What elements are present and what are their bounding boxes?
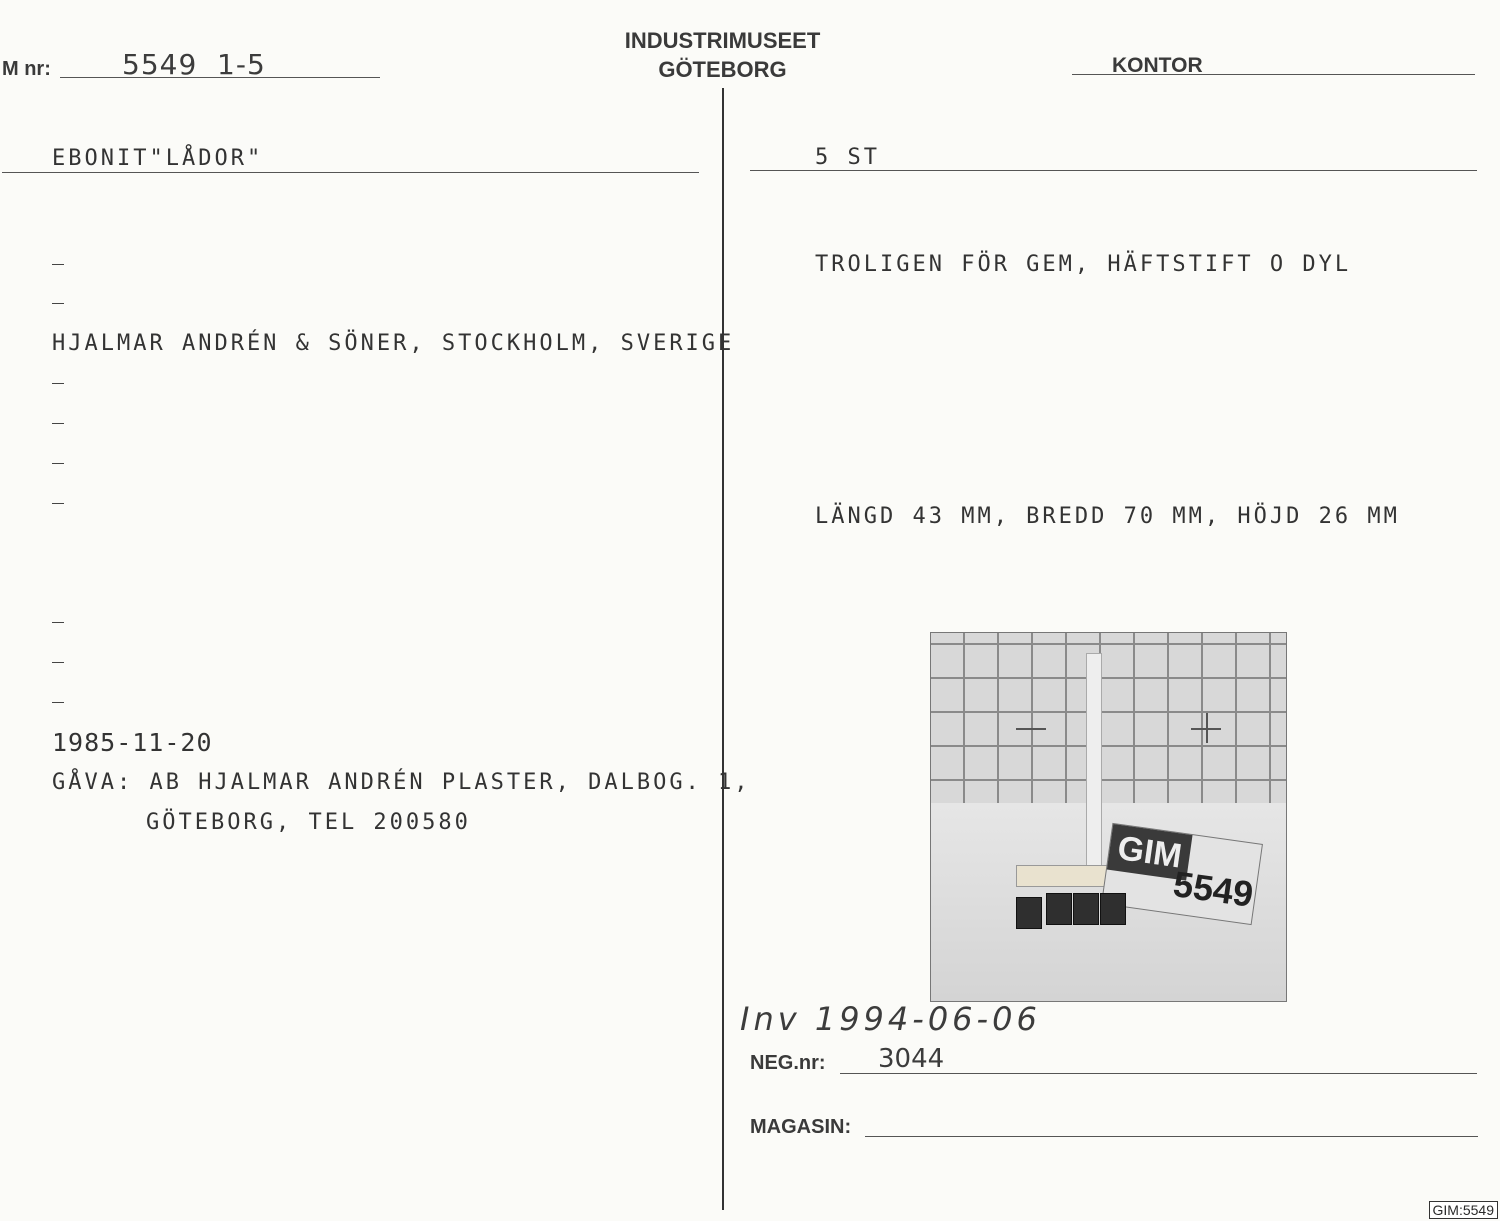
photo-ebonite-box	[1073, 893, 1099, 925]
gift-line-2: GÖTEBORG, TEL 200580	[146, 810, 471, 835]
photo-measuring-rod	[1086, 653, 1102, 885]
catalog-id-tag: GIM:5549	[1429, 1201, 1498, 1219]
empty-field-dash	[52, 383, 64, 384]
empty-field-dash	[52, 264, 64, 265]
museum-name	[600, 26, 845, 84]
photo-wall-mark	[1206, 713, 1208, 743]
museum-name-line2: GÖTEBORG	[658, 57, 787, 82]
manufacturer: HJALMAR ANDRÉN & SÖNER, STOCKHOLM, SVERIGE	[52, 331, 735, 356]
empty-field-dash	[52, 463, 64, 464]
empty-field-dash	[52, 423, 64, 424]
quantity-underline	[750, 170, 1477, 171]
photo-wall-mark	[1016, 728, 1046, 730]
gift-line-1: GÅVA: AB HJALMAR ANDRÉN PLASTER, DALBOG. 1,	[52, 770, 751, 795]
empty-field-dash	[52, 503, 64, 504]
center-divider	[722, 88, 724, 1210]
magasin-underline	[865, 1136, 1478, 1137]
neg-label: NEG.nr:	[750, 1052, 826, 1074]
museum-name-line1: INDUSTRIMUSEET	[624, 28, 821, 53]
object-photo	[930, 632, 1287, 1002]
category-underline	[1072, 74, 1475, 75]
dimensions: LÄNGD 43 MM, BREDD 70 MM, HÖJD 26 MM	[815, 504, 1400, 529]
mnr-underline	[60, 77, 380, 78]
empty-field-dash	[52, 303, 64, 304]
neg-value: 3044	[878, 1044, 945, 1074]
photo-sign-number: 5549	[1170, 863, 1256, 915]
photo-ebonite-box	[1100, 893, 1126, 925]
acquisition-date: 1985-11-20	[52, 728, 213, 757]
photo-ebonite-box	[1046, 893, 1072, 925]
neg-underline	[840, 1073, 1477, 1074]
photo-ebonite-box	[1016, 897, 1042, 929]
inventory-note: Inv 1994-06-06	[740, 1000, 1041, 1038]
photo-sign-gim: GIM	[1107, 824, 1193, 881]
empty-field-dash	[52, 702, 64, 703]
magasin-label: MAGASIN:	[750, 1116, 852, 1138]
description: TROLIGEN FÖR GEM, HÄFTSTIFT O DYL	[815, 252, 1352, 277]
empty-field-dash	[52, 622, 64, 623]
object-name: EBONIT"LÅDOR"	[52, 146, 264, 171]
object-name-underline	[2, 172, 699, 173]
category-label: KONTOR	[1112, 54, 1203, 77]
photo-tiled-wall	[931, 633, 1286, 813]
quantity: 5 ST	[815, 145, 880, 170]
empty-field-dash	[52, 662, 64, 663]
mnr-value: 5549 1-5	[122, 48, 266, 81]
mnr-label: M nr:	[2, 58, 51, 80]
